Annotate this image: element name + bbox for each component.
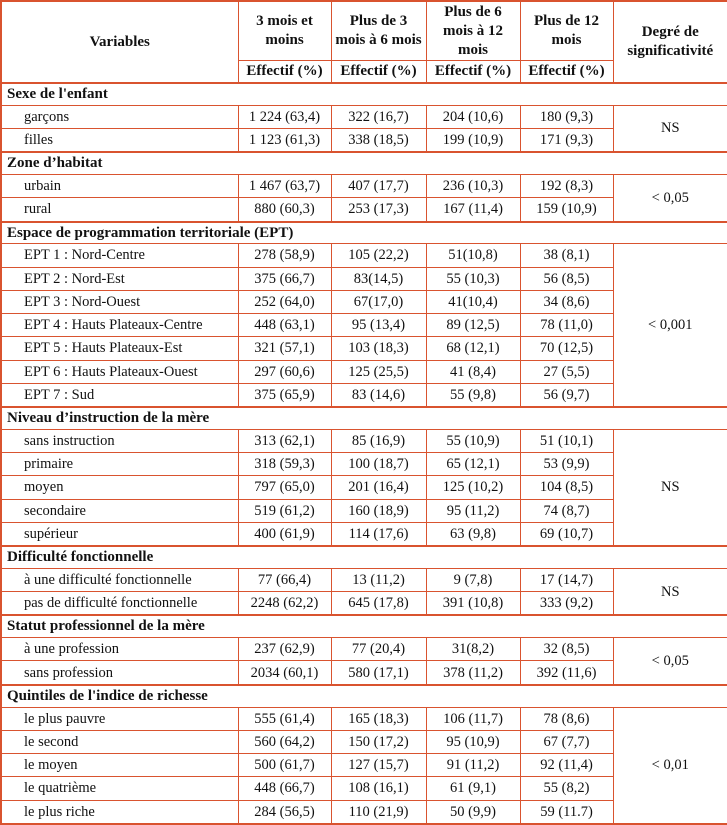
cell-value: 338 (18,5) [331, 129, 426, 153]
cell-value: 95 (10,9) [426, 730, 520, 753]
section-title: Sexe de l'enfant [1, 83, 727, 105]
cell-value: 89 (12,5) [426, 314, 520, 337]
row-label: le plus riche [1, 800, 238, 824]
cell-value: 9 (7,8) [426, 568, 520, 591]
cell-value: 278 (58,9) [238, 244, 331, 267]
cell-value: 125 (10,2) [426, 476, 520, 499]
cell-value: 160 (18,9) [331, 499, 426, 522]
cell-value: 1 224 (63,4) [238, 105, 331, 128]
cell-value: 51 (10,1) [520, 429, 613, 452]
section-title: Niveau d’instruction de la mère [1, 407, 727, 429]
cell-value: 448 (63,1) [238, 314, 331, 337]
subheader-effectif-1: Effectif (%) [238, 61, 331, 83]
row-label: sans profession [1, 661, 238, 685]
row-label: à une difficulté fonctionnelle [1, 568, 238, 591]
cell-value: 108 (16,1) [331, 777, 426, 800]
cell-value: 95 (13,4) [331, 314, 426, 337]
col-header-0-3-months: 3 mois et moins [238, 1, 331, 61]
significance-cell: NS [613, 429, 727, 546]
col-header-6-12-months: Plus de 6 mois à 12 mois [426, 1, 520, 61]
subheader-effectif-4: Effectif (%) [520, 61, 613, 83]
cell-value: 150 (17,2) [331, 730, 426, 753]
section-row [1, 83, 727, 105]
row-label: filles [1, 129, 238, 153]
cell-value: 51(10,8) [426, 244, 520, 267]
row-label: urbain [1, 175, 238, 198]
table-body [1, 83, 727, 824]
section-row [1, 546, 727, 568]
cell-value: 167 (11,4) [426, 198, 520, 222]
cell-value: 53 (9,9) [520, 453, 613, 476]
table-row [1, 429, 727, 452]
cell-value: 284 (56,5) [238, 800, 331, 824]
cell-value: 125 (25,5) [331, 360, 426, 383]
cell-value: 27 (5,5) [520, 360, 613, 383]
cell-value: 797 (65,0) [238, 476, 331, 499]
section-title: Espace de programmation territoriale (EPT) [1, 222, 727, 244]
cell-value: 313 (62,1) [238, 429, 331, 452]
col-header-over-12-months: Plus de 12 mois [520, 1, 613, 61]
subheader-effectif-3: Effectif (%) [426, 61, 520, 83]
cell-value: 400 (61,9) [238, 522, 331, 546]
cell-value: 69 (10,7) [520, 522, 613, 546]
cell-value: 555 (61,4) [238, 707, 331, 730]
cell-value: 519 (61,2) [238, 499, 331, 522]
header-row-main [1, 1, 727, 61]
cell-value: 297 (60,6) [238, 360, 331, 383]
col-header-3-6-months: Plus de 3 mois à 6 mois [331, 1, 426, 61]
cell-value: 63 (9,8) [426, 522, 520, 546]
cell-value: 114 (17,6) [331, 522, 426, 546]
cell-value: 56 (9,7) [520, 383, 613, 407]
table-row [1, 105, 727, 128]
table-row [1, 638, 727, 661]
cell-value: 199 (10,9) [426, 129, 520, 153]
section-title: Difficulté fonctionnelle [1, 546, 727, 568]
cell-value: 55 (8,2) [520, 777, 613, 800]
cell-value: 78 (8,6) [520, 707, 613, 730]
cell-value: 171 (9,3) [520, 129, 613, 153]
row-label: primaire [1, 453, 238, 476]
cell-value: 448 (66,7) [238, 777, 331, 800]
cell-value: 34 (8,6) [520, 290, 613, 313]
section-row [1, 615, 727, 637]
row-label: EPT 6 : Hauts Plateaux-Ouest [1, 360, 238, 383]
cell-value: 1 467 (63,7) [238, 175, 331, 198]
cell-value: 321 (57,1) [238, 337, 331, 360]
cell-value: 253 (17,3) [331, 198, 426, 222]
cell-value: 68 (12,1) [426, 337, 520, 360]
cell-value: 645 (17,8) [331, 592, 426, 616]
cell-value: 192 (8,3) [520, 175, 613, 198]
cell-value: 41(10,4) [426, 290, 520, 313]
cell-value: 105 (22,2) [331, 244, 426, 267]
row-label: le second [1, 730, 238, 753]
cell-value: 95 (11,2) [426, 499, 520, 522]
cell-value: 204 (10,6) [426, 105, 520, 128]
cell-value: 392 (11,6) [520, 661, 613, 685]
significance-cell: < 0,05 [613, 175, 727, 222]
cell-value: 2034 (60,1) [238, 661, 331, 685]
cell-value: 50 (9,9) [426, 800, 520, 824]
cell-value: 1 123 (61,3) [238, 129, 331, 153]
cell-value: 318 (59,3) [238, 453, 331, 476]
cell-value: 67 (7,7) [520, 730, 613, 753]
cell-value: 70 (12,5) [520, 337, 613, 360]
row-label: sans instruction [1, 429, 238, 452]
cell-value: 41 (8,4) [426, 360, 520, 383]
cell-value: 103 (18,3) [331, 337, 426, 360]
section-row [1, 685, 727, 707]
cell-value: 104 (8,5) [520, 476, 613, 499]
row-label: EPT 3 : Nord-Ouest [1, 290, 238, 313]
cell-value: 127 (15,7) [331, 754, 426, 777]
cell-value: 201 (16,4) [331, 476, 426, 499]
row-label: à une profession [1, 638, 238, 661]
row-label: secondaire [1, 499, 238, 522]
cell-value: 85 (16,9) [331, 429, 426, 452]
cell-value: 100 (18,7) [331, 453, 426, 476]
cell-value: 55 (9,8) [426, 383, 520, 407]
cell-value: 17 (14,7) [520, 568, 613, 591]
row-label: pas de difficulté fonctionnelle [1, 592, 238, 616]
cell-value: 65 (12,1) [426, 453, 520, 476]
cell-value: 165 (18,3) [331, 707, 426, 730]
cell-value: 59 (11.7) [520, 800, 613, 824]
section-row [1, 152, 727, 174]
cell-value: 2248 (62,2) [238, 592, 331, 616]
cell-value: 375 (65,9) [238, 383, 331, 407]
cell-value: 560 (64,2) [238, 730, 331, 753]
row-label: garçons [1, 105, 238, 128]
cell-value: 236 (10,3) [426, 175, 520, 198]
cell-value: 83(14,5) [331, 267, 426, 290]
row-label: EPT 5 : Hauts Plateaux-Est [1, 337, 238, 360]
cell-value: 580 (17,1) [331, 661, 426, 685]
cell-value: 322 (16,7) [331, 105, 426, 128]
subheader-effectif-2: Effectif (%) [331, 61, 426, 83]
cell-value: 55 (10,3) [426, 267, 520, 290]
cell-value: 252 (64,0) [238, 290, 331, 313]
cell-value: 31(8,2) [426, 638, 520, 661]
cell-value: 83 (14,6) [331, 383, 426, 407]
cell-value: 110 (21,9) [331, 800, 426, 824]
cell-value: 91 (11,2) [426, 754, 520, 777]
cell-value: 333 (9,2) [520, 592, 613, 616]
section-row [1, 222, 727, 244]
significance-cell: < 0,001 [613, 244, 727, 407]
cell-value: 500 (61,7) [238, 754, 331, 777]
cell-value: 13 (11,2) [331, 568, 426, 591]
row-label: EPT 1 : Nord-Centre [1, 244, 238, 267]
cell-value: 67(17,0) [331, 290, 426, 313]
row-label: le quatrième [1, 777, 238, 800]
row-label: moyen [1, 476, 238, 499]
cell-value: 77 (66,4) [238, 568, 331, 591]
cell-value: 38 (8,1) [520, 244, 613, 267]
header-significance: Degré de significativité [613, 1, 727, 83]
cell-value: 237 (62,9) [238, 638, 331, 661]
cell-value: 77 (20,4) [331, 638, 426, 661]
section-title: Statut professionnel de la mère [1, 615, 727, 637]
section-row [1, 407, 727, 429]
table-row [1, 568, 727, 591]
significance-cell: < 0,05 [613, 638, 727, 685]
cell-value: 407 (17,7) [331, 175, 426, 198]
row-label: rural [1, 198, 238, 222]
cell-value: 61 (9,1) [426, 777, 520, 800]
cell-value: 378 (11,2) [426, 661, 520, 685]
header-variables: Variables [1, 1, 238, 83]
section-title: Quintiles de l'indice de richesse [1, 685, 727, 707]
table-row [1, 707, 727, 730]
cell-value: 180 (9,3) [520, 105, 613, 128]
table-row [1, 175, 727, 198]
cell-value: 78 (11,0) [520, 314, 613, 337]
significance-cell: < 0,01 [613, 707, 727, 824]
cell-value: 32 (8,5) [520, 638, 613, 661]
cell-value: 106 (11,7) [426, 707, 520, 730]
cell-value: 55 (10,9) [426, 429, 520, 452]
row-label: EPT 4 : Hauts Plateaux-Centre [1, 314, 238, 337]
row-label: supérieur [1, 522, 238, 546]
table-row [1, 244, 727, 267]
row-label: EPT 7 : Sud [1, 383, 238, 407]
cell-value: 880 (60,3) [238, 198, 331, 222]
cell-value: 56 (8,5) [520, 267, 613, 290]
section-title: Zone d’habitat [1, 152, 727, 174]
cell-value: 159 (10,9) [520, 198, 613, 222]
significance-cell: NS [613, 568, 727, 615]
cell-value: 74 (8,7) [520, 499, 613, 522]
cell-value: 92 (11,4) [520, 754, 613, 777]
cell-value: 391 (10,8) [426, 592, 520, 616]
row-label: le moyen [1, 754, 238, 777]
row-label: le plus pauvre [1, 707, 238, 730]
significance-cell: NS [613, 105, 727, 152]
row-label: EPT 2 : Nord-Est [1, 267, 238, 290]
cell-value: 375 (66,7) [238, 267, 331, 290]
